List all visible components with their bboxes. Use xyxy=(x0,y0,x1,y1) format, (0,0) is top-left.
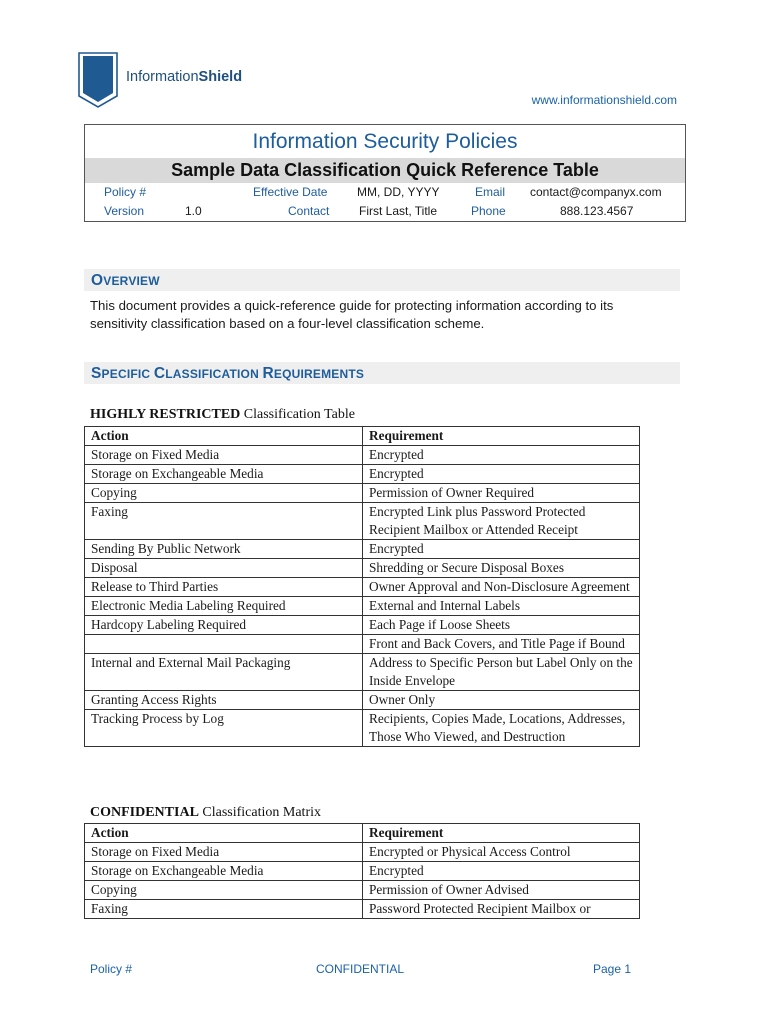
table-header-row xyxy=(85,824,640,843)
requirement-cell: Permission of Owner Advised xyxy=(363,881,640,900)
requirement-cell: Each Page if Loose Sheets xyxy=(363,616,640,635)
req-heading-rest-3: EQUIREMENTS xyxy=(273,367,365,381)
action-cell: Disposal xyxy=(85,559,363,578)
requirements-heading xyxy=(84,362,680,384)
table-row xyxy=(85,484,640,503)
email-value: contact@companyx.com xyxy=(530,185,662,199)
requirement-cell: Password Protected Recipient Mailbox or xyxy=(363,900,640,919)
phone-label: Phone xyxy=(471,204,506,218)
conf-caption-rest: Classification Matrix xyxy=(198,805,321,820)
column-header-requirement: Requirement xyxy=(363,427,640,446)
version-label: Version xyxy=(104,204,145,218)
action-cell: Hardcopy Labeling Required xyxy=(85,616,363,635)
requirement-cell: Encrypted xyxy=(363,862,640,881)
meta-row-2 xyxy=(85,202,685,221)
requirement-cell: Address to Specific Person but Label Only on the Inside Envelope xyxy=(363,654,640,691)
action-cell xyxy=(85,635,363,654)
requirement-cell: External and Internal Labels xyxy=(363,597,640,616)
requirement-cell: Owner Only xyxy=(363,691,640,710)
action-cell: Storage on Fixed Media xyxy=(85,446,363,465)
footer-page-number: Page 1 xyxy=(593,962,632,976)
logo-wordmark xyxy=(126,69,242,85)
document-subtitle: Sample Data Classification Quick Reference Table xyxy=(85,158,685,183)
action-cell: Storage on Exchangeable Media xyxy=(85,862,363,881)
action-cell: Internal and External Mail Packaging xyxy=(85,654,363,691)
logo-name-bold: Shield xyxy=(198,69,243,85)
requirement-cell: Encrypted or Physical Access Control xyxy=(363,843,640,862)
version-value: 1.0 xyxy=(185,204,202,218)
action-cell: Faxing xyxy=(85,503,363,540)
action-cell: Copying xyxy=(85,484,363,503)
website-link[interactable]: www.informationshield.com xyxy=(531,93,677,107)
table-row xyxy=(85,710,640,747)
table-row xyxy=(85,881,640,900)
table-row xyxy=(85,503,640,540)
table-row xyxy=(85,616,640,635)
column-header-action: Action xyxy=(85,427,363,446)
requirement-cell: Encrypted xyxy=(363,446,640,465)
effective-date-label: Effective Date xyxy=(253,185,328,199)
action-cell: Copying xyxy=(85,881,363,900)
req-heading-initial-2: C xyxy=(153,365,166,382)
confidential-table xyxy=(84,823,640,919)
meta-row-1 xyxy=(85,183,685,202)
overview-heading-rest: VERVIEW xyxy=(103,274,160,288)
company-logo xyxy=(78,52,242,108)
column-header-requirement: Requirement xyxy=(363,824,640,843)
requirement-cell: Recipients, Copies Made, Locations, Addresses, Those Who Viewed, and Destruction xyxy=(363,710,640,747)
requirement-cell: Shredding or Secure Disposal Boxes xyxy=(363,559,640,578)
overview-heading-initial: O xyxy=(91,272,104,289)
document-title: Information Security Policies xyxy=(252,130,518,153)
action-cell: Electronic Media Labeling Required xyxy=(85,597,363,616)
table-header-row xyxy=(85,427,640,446)
table-row xyxy=(85,900,640,919)
action-cell: Storage on Exchangeable Media xyxy=(85,465,363,484)
requirement-cell: Encrypted xyxy=(363,540,640,559)
highly-restricted-table xyxy=(84,426,640,747)
table-row xyxy=(85,597,640,616)
table-row xyxy=(85,446,640,465)
req-heading-initial-1: S xyxy=(91,365,102,382)
table-row xyxy=(85,578,640,597)
action-cell: Sending By Public Network xyxy=(85,540,363,559)
footer-policy: Policy # xyxy=(90,962,133,976)
requirement-cell: Encrypted xyxy=(363,465,640,484)
table-row xyxy=(85,691,640,710)
hr-caption-bold: HIGHLY RESTRICTED xyxy=(90,407,241,422)
table-row xyxy=(85,465,640,484)
policy-label: Policy # xyxy=(104,185,147,199)
effective-date-value: MM, DD, YYYY xyxy=(357,185,440,199)
requirement-cell: Permission of Owner Required xyxy=(363,484,640,503)
req-heading-rest-1: PECIFIC xyxy=(101,367,154,381)
contact-value: First Last, Title xyxy=(359,204,438,218)
highly-restricted-caption xyxy=(90,407,355,423)
phone-value: 888.123.4567 xyxy=(560,204,634,218)
action-cell: Tracking Process by Log xyxy=(85,710,363,747)
table-row xyxy=(85,862,640,881)
contact-label: Contact xyxy=(288,204,330,218)
email-label: Email xyxy=(475,185,506,199)
overview-paragraph: This document provides a quick-reference guide for protecting information according to its sensitivity classification based on a four-level classification scheme. xyxy=(90,298,614,331)
action-cell: Storage on Fixed Media xyxy=(85,843,363,862)
req-heading-initial-3: R xyxy=(262,365,274,382)
footer-classification: CONFIDENTIAL xyxy=(316,962,405,976)
table-row xyxy=(85,540,640,559)
document-header xyxy=(84,124,686,222)
confidential-caption xyxy=(90,805,321,821)
confidential-rows xyxy=(85,843,640,919)
conf-caption-bold: CONFIDENTIAL xyxy=(90,805,199,820)
overview-heading xyxy=(84,269,680,291)
table-row xyxy=(85,559,640,578)
column-header-action: Action xyxy=(85,824,363,843)
requirement-cell: Front and Back Covers, and Title Page if Bound xyxy=(363,635,640,654)
req-heading-rest-2: LASSIFICATION xyxy=(165,367,263,381)
shield-icon xyxy=(78,52,118,108)
action-cell: Faxing xyxy=(85,900,363,919)
table-row xyxy=(85,635,640,654)
requirement-cell: Owner Approval and Non-Disclosure Agreement xyxy=(363,578,640,597)
hr-caption-rest: Classification Table xyxy=(240,407,355,422)
action-cell: Release to Third Parties xyxy=(85,578,363,597)
table-row xyxy=(85,654,640,691)
action-cell: Granting Access Rights xyxy=(85,691,363,710)
highly-restricted-rows xyxy=(85,446,640,747)
table-row xyxy=(85,843,640,862)
requirement-cell: Encrypted Link plus Password Protected Recipient Mailbox or Attended Receipt xyxy=(363,503,640,540)
logo-name-regular: Information xyxy=(126,69,199,85)
